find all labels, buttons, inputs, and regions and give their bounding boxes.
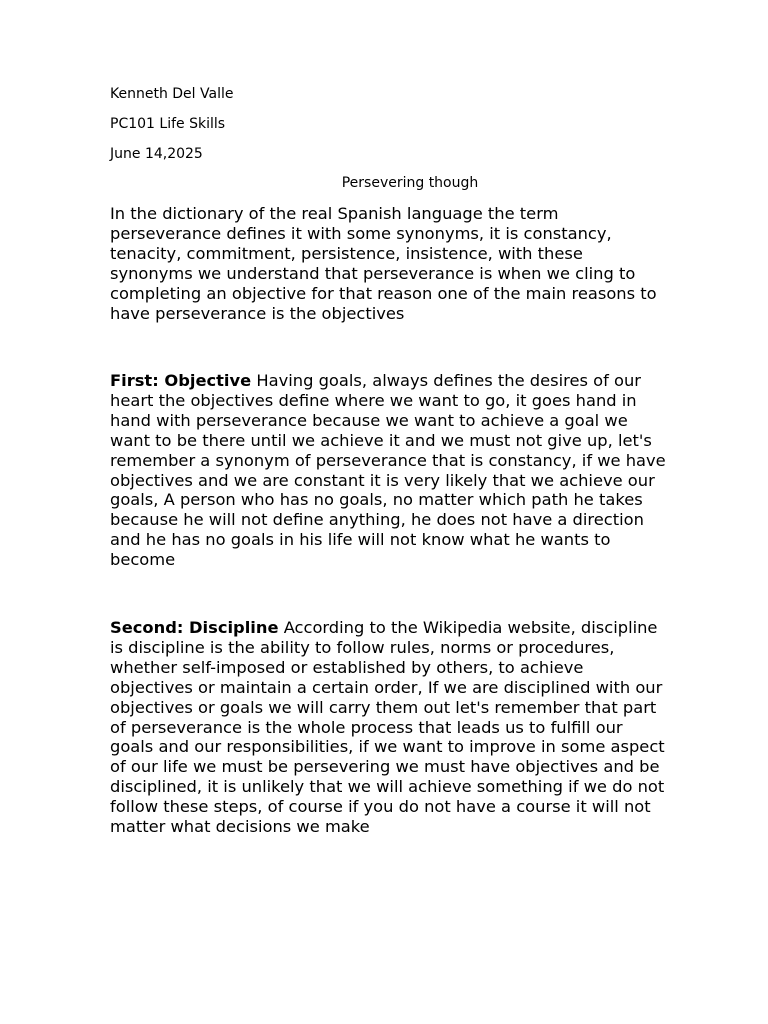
- course-name: PC101 Life Skills: [110, 116, 226, 132]
- intro-paragraph: [110, 204, 666, 323]
- document-title: Persevering though: [341, 175, 479, 191]
- objective-paragraph: [110, 371, 666, 570]
- discipline-paragraph-text: According to the Wikipedia website, discipline is discipline is the ability to follow rules, norms or procedures, whether self-imposed or established by others, to achieve objectives or maintain a certain order, If we are disciplined with our objectives or goals we will carry them out let's remember that part of perseverance is the whole process that leads us to fulfill our goals and our responsibilities, if we want to improve in some aspect of our life we must be persevering we must have objectives and be disciplined, it is unlikely that we will achieve something if we do not follow these steps, of course if you do not have a course it will not matter what decisions we make: [110, 618, 665, 837]
- intro-paragraph-text: In the dictionary of the real Spanish language the term perseverance defines it with some synonyms, it is constancy, tenacity, commitment, persistence, insistence, with these synonyms we understand that perseverance is when we cling to completing an objective for that reason one of the main reasons to have perseverance is the objectives: [110, 204, 657, 323]
- discipline-paragraph: [110, 618, 666, 837]
- objective-heading: First: Objective: [110, 371, 252, 390]
- objective-paragraph-text: Having goals, always defines the desires of our heart the objectives define where we want to go, it goes hand in hand with perseverance because we want to achieve a goal we want to be there until we achieve it and we must not give up, let's remember a synonym of perseverance that is constancy, if we have objectives and we are constant it is very likely that we achieve our goals, A person who has no goals, no matter which path he takes because he will not define anything, he does not have a direction and he has no goals in his life will not know what he wants to become: [110, 371, 666, 570]
- document-date: June 14,2025: [110, 146, 203, 162]
- author-name: Kenneth Del Valle: [110, 86, 234, 102]
- discipline-heading: Second: Discipline: [110, 618, 279, 637]
